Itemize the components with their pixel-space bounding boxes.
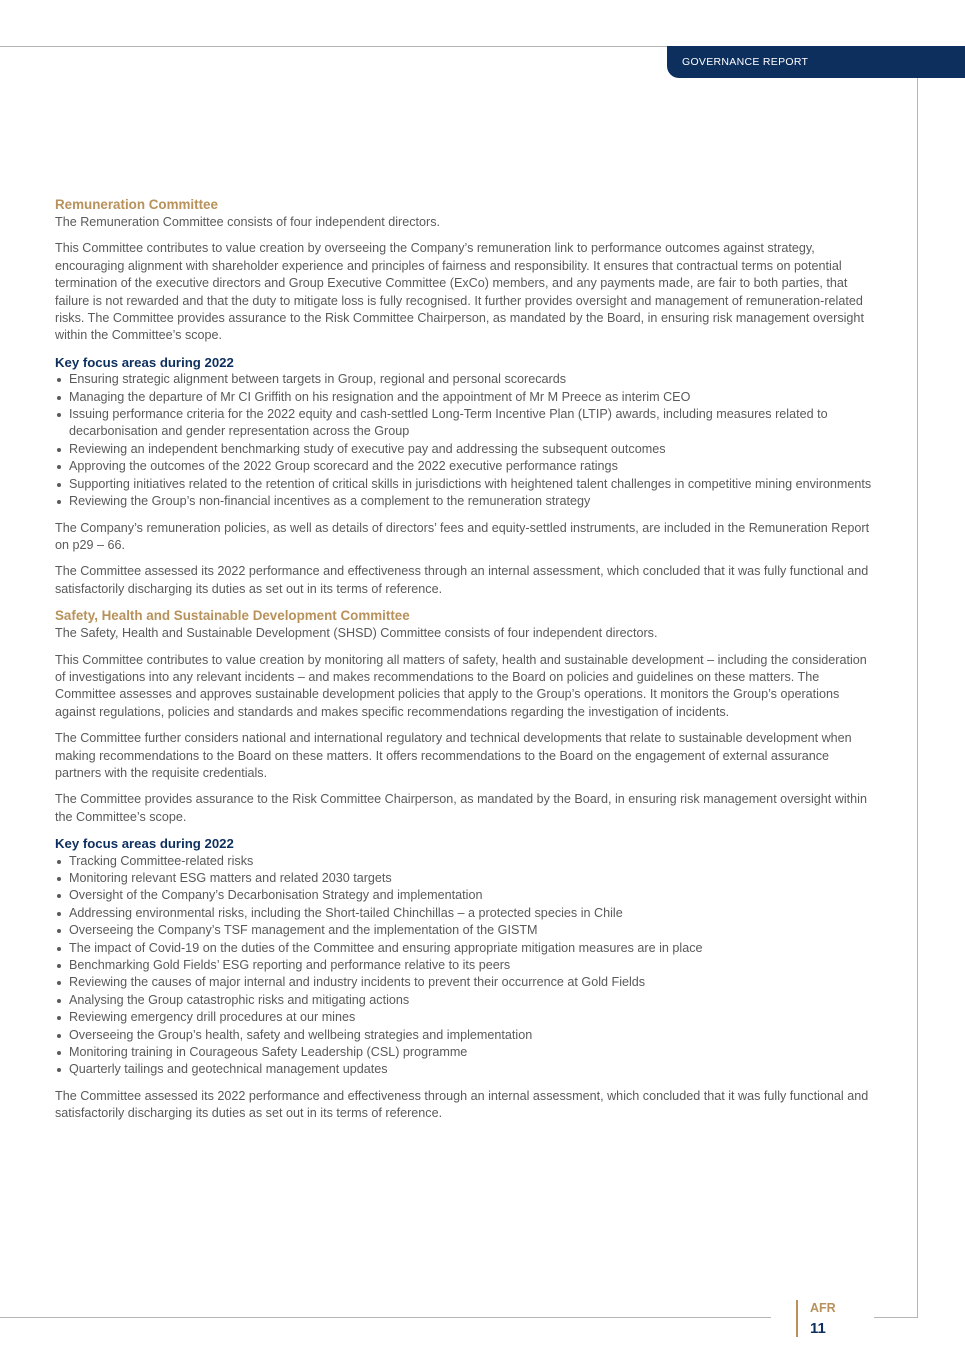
list-item: Reviewing the causes of major internal and industry incidents to prevent their occurrence at Gold Fields [55, 974, 875, 991]
list-item: Tracking Committee-related risks [55, 853, 875, 870]
page-number: 11 [810, 1320, 826, 1337]
page-content [55, 196, 875, 1132]
list-item: The impact of Covid-19 on the duties of the Committee and ensuring appropriate mitigation measures are in place [55, 940, 875, 957]
list-item: Analysing the Group catastrophic risks and mitigating actions [55, 992, 875, 1009]
list-item: Reviewing an independent benchmarking study of executive pay and addressing the subsequent outcomes [55, 441, 875, 458]
list-item: Reviewing the Group’s non-financial incentives as a complement to the remuneration strategy [55, 493, 875, 510]
shsd-focus-list [55, 853, 875, 1079]
section-header-tab [667, 46, 965, 78]
list-item: Managing the departure of Mr CI Griffith on his resignation and the appointment of Mr M Preece as interim CEO [55, 389, 875, 406]
report-label: AFR [810, 1301, 836, 1315]
list-item: Ensuring strategic alignment between targets in Group, regional and personal scorecards [55, 371, 875, 388]
footer-divider [796, 1300, 798, 1337]
shsd-focus-heading: Key focus areas during 2022 [55, 836, 234, 852]
remuneration-paragraph-1: This Committee contributes to value creation by overseeing the Company’s remuneration link to performance outcomes against strategy, encouraging alignment with shareholder experience and principles of fairness and responsibility. It ensures that contractual terms on potential termination of the executive directors and Group Executive Committee (ExCo) members, and any payments made, are fair to both parties, that failure is not rewarded and that the duty to mitigate loss is fully recognised. It further provides oversight and management of remuneration-related risks. The Committee provides assurance to the Risk Committee Chairperson, as mandated by the Board, in ensuring risk management oversight within the Committee’s scope. [55, 241, 864, 343]
section-label: GOVERNANCE REPORT [682, 56, 809, 68]
shsd-paragraph-1: This Committee contributes to value creation by monitoring all matters of safety, health and sustainable development – including the consideration of investigations into any relevant incidents – and makes recommendations to the Board on policies and guidelines on these matters. The Committee assesses and approves sustainable development policies that apply to the Group’s operations. It monitors the Group’s operations against regulations, policies and standards and makes specific recommendations regarding the investigation of incidents. [55, 652, 867, 719]
remuneration-focus-heading: Key focus areas during 2022 [55, 354, 234, 370]
bottom-rule-right [874, 1317, 918, 1318]
shsd-paragraph-3: The Committee provides assurance to the Risk Committee Chairperson, as mandated by the Board, in ensuring risk management oversight within the Committee’s scope. [55, 792, 867, 824]
right-rule [917, 46, 918, 1318]
list-item: Monitoring relevant ESG matters and related 2030 targets [55, 870, 875, 887]
list-item: Monitoring training in Courageous Safety Leadership (CSL) programme [55, 1044, 875, 1061]
list-item: Addressing environmental risks, including the Short-tailed Chinchillas – a protected species in Chile [55, 905, 875, 922]
list-item: Supporting initiatives related to the retention of critical skills in jurisdictions with heightened talent challenges in competitive mining environments [55, 476, 875, 493]
shsd-committee-heading: Safety, Health and Sustainable Development Committee [55, 608, 410, 624]
shsd-paragraph-2: The Committee further considers national and international regulatory and technical developments that relate to sustainable development when making recommendations to the Board on these matters. It offers recommendations to the Board on the engagement of external assurance partners with the requisite credentials. [55, 731, 852, 780]
list-item: Issuing performance criteria for the 2022 equity and cash-settled Long-Term Incentive Plan (LTIP) awards, including measures related to decarbonisation and gender representation across the Group [55, 406, 875, 441]
remuneration-focus-list [55, 371, 875, 510]
list-item: Approving the outcomes of the 2022 Group scorecard and the 2022 executive performance ratings [55, 458, 875, 475]
shsd-paragraph-4: The Committee assessed its 2022 performance and effectiveness through an internal assessment, which concluded that it was fully functional and satisfactorily discharging its duties as set out in its terms of reference. [55, 1088, 869, 1121]
list-item: Overseeing the Company’s TSF management and the implementation of the GISTM [55, 922, 875, 939]
list-item: Reviewing emergency drill procedures at our mines [55, 1009, 875, 1026]
list-item: Overseeing the Group’s health, safety and wellbeing strategies and implementation [55, 1027, 875, 1044]
remuneration-committee-heading: Remuneration Committee [55, 197, 218, 212]
shsd-intro: The Safety, Health and Sustainable Development (SHSD) Committee consists of four independent directors. [55, 626, 658, 641]
remuneration-paragraph-2: The Company’s remuneration policies, as well as details of directors’ fees and equity-settled instruments, are included in the Remuneration Report on p29 – 66. [55, 520, 870, 552]
remuneration-intro: The Remuneration Committee consists of four independent directors. [55, 215, 441, 229]
bottom-rule [0, 1317, 771, 1318]
list-item: Oversight of the Company’s Decarbonisation Strategy and implementation [55, 887, 875, 904]
list-item: Benchmarking Gold Fields’ ESG reporting and performance relative to its peers [55, 957, 875, 974]
list-item: Quarterly tailings and geotechnical management updates [55, 1061, 875, 1078]
remuneration-paragraph-3: The Committee assessed its 2022 performance and effectiveness through an internal assessment, which concluded that it was fully functional and satisfactorily discharging its duties as set out in its terms of reference. [55, 564, 869, 596]
